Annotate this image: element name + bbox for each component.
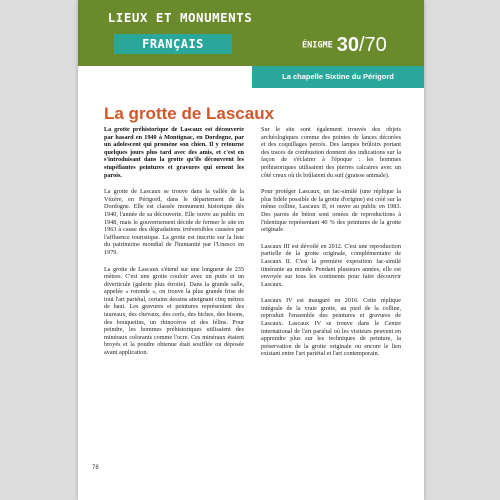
paragraph: La grotte de Lascaux s'étend sur une longueur de 235 mètres. C'est une grotte couloir avec un puits et un diverticule (galerie plus étroite). Dans la grande salle, appelée « rotonde », on trouve la plus grande frise de tout l'art pariétal, certains dessins atteignant cinq mètres de haut. Les gravures et peintures représentent des taureaux, des chevaux, des cerfs, des biches, des bisons, des bouquetins, un rhinocéros et des félins. Pour peindre, les hommes préhistoriques utilisaient des minéraux colorants comme l'ocre. Ces minéraux étaient broyés et la poudre obtenue était soufflée ou déposée avant application. <box>104 265 244 357</box>
enigma-label: ÉNIGME <box>302 40 333 51</box>
enigma-counter <box>302 34 412 57</box>
subject-tab: FRANÇAIS <box>114 34 232 54</box>
article-title: La grotte de Lascaux <box>104 104 275 123</box>
series-title: LIEUX ET MONUMENTS <box>107 10 253 25</box>
enigma-total: 70 <box>364 34 387 56</box>
theme-banner: La chapelle Sixtine du Périgord <box>252 66 424 88</box>
header-band <box>78 0 424 66</box>
enigma-separator: / <box>358 34 365 56</box>
paragraph: Sur le site sont également trouvés des objets archéologiques comme des pointes de lances décorées et des coquillages percés. Des lampes brûloirs portant des traces de combustion donnent des indications sur la façon de s'éclairer à l'époque : les hommes préhistoriques utilisaient des pierres calcaires avec un côté creux où ils brûlaient du suif (graisse animale). <box>261 126 401 179</box>
right-column <box>261 126 401 367</box>
paragraph: La grotte de Lascaux se trouve dans la vallée de la Vézère, en Périgord, dans le département de la Dordogne. Elle est classée monument historique dès 1940, l'année de sa découverte. Elle ouvre au public en 1948, mais le gouvernement décide de fermer le site en 1963 à cause des dégradations irréversibles causées par l'affluence touristique. La grotte est inscrite sur la liste du patrimoine mondial de l'humanité par l'Unesco en 1979. <box>104 188 244 256</box>
intro-paragraph: La grotte préhistorique de Lascaux est découverte par hasard en 1940 à Montignac, en Dordogne, par un adolescent qui promène son chien. Il y retourne quelques jours plus tard avec des amis, et c'est en s'introduisant dans la grotte qu'ils découvrent les stupéfiantes peintures et gravures qui ornent les parois. <box>104 126 244 179</box>
paragraph: Lascaux IV est inauguré en 2016. Cette réplique intégrale de la vraie grotte, au pied de la colline, reproduit l'ensemble des peintures et gravures de Lascaux. Lascaux IV se trouve dans le Centre international de l'art pariétal où les visiteurs peuvent en apprendre plus sur les techniques de peinture, la préservation de la grotte originale ou encore le lien existant entre l'art pariétal et l'art contemporain. <box>261 297 401 358</box>
paragraph: Pour protéger Lascaux, un fac-similé (une réplique la plus fidèle possible de la grotte d'origine) est créé sur la même colline, Lascaux II, et ouvre au public en 1983. Des parois de béton sont ornées de reproductions à l'identique représentant 40 % des peintures de la grotte originale. <box>261 188 401 234</box>
page-number: 78 <box>92 465 99 471</box>
paragraph: Lascaux III est dévoilé en 2012. C'est une reproduction partielle de la grotte originale, complémentaire de Lascaux II. C'est la première exposition fac-similé itinérante au monde. Pendant plusieurs années, elle est envoyée sur tous les continents pour faire découvrir Lascaux. <box>261 242 401 288</box>
enigma-number: 30 <box>336 34 359 56</box>
left-column <box>104 126 244 366</box>
book-page <box>78 0 424 500</box>
